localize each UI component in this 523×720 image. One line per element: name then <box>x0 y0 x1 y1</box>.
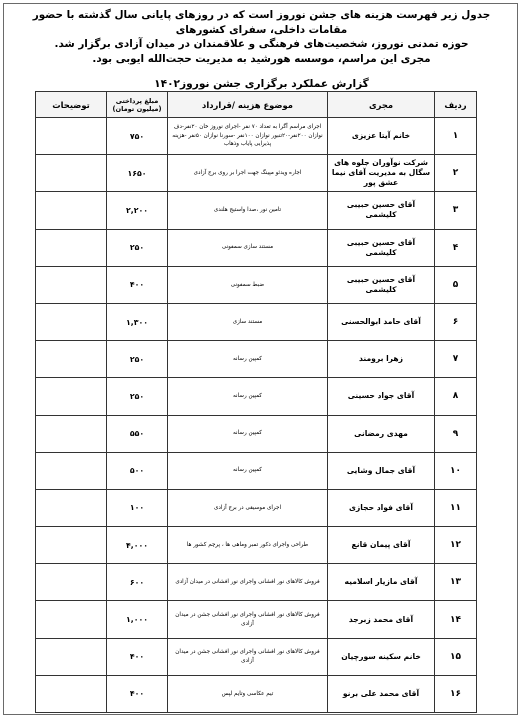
row-number: ۴ <box>435 229 477 266</box>
subject-cell: کمپین رسانه <box>168 341 328 378</box>
row-number: ۲ <box>435 155 477 192</box>
subject-cell: کمپین رسانه <box>168 415 328 452</box>
row-number: ۶ <box>435 303 477 340</box>
amount-cell: ۴۰۰ <box>107 266 168 303</box>
notes-cell <box>36 564 107 601</box>
notes-cell <box>36 638 107 675</box>
executor-cell: خانم آیتا عزیزی <box>328 118 435 155</box>
executor-cell: آقای جمال وشایی <box>328 452 435 489</box>
table-row <box>36 118 477 155</box>
amount-cell: ۱۶۵۰ <box>107 155 168 192</box>
table-row <box>36 527 477 564</box>
intro-paragraph <box>14 8 509 66</box>
table-row <box>36 341 477 378</box>
executor-cell: آقای مازیار اسلامیه <box>328 564 435 601</box>
table-row <box>36 266 477 303</box>
subject-cell: کمپین رسانه <box>168 452 328 489</box>
amount-cell: ۱,۰۰۰ <box>107 601 168 638</box>
subject-cell: کمپین رسانه <box>168 378 328 415</box>
row-number: ۹ <box>435 415 477 452</box>
executor-cell: آقای حسین حبیبی کلیشمی <box>328 229 435 266</box>
executor-cell: خانم سکینه سورچیان <box>328 638 435 675</box>
subject-cell: فروش کالاهای نور افشانی واجرای نور افشانی جشن در میدان آزادی <box>168 638 328 675</box>
executor-cell: آقای محمد علی برنو <box>328 675 435 712</box>
executor-cell: آقای حسین حبیبی کلیشمی <box>328 192 435 229</box>
intro-line: جدول زیر فهرست هزینه های جشن نوروز است که در روزهای پایانی سال گذشته با حضور مقامات داخلی، سفرای کشورهای <box>32 9 491 36</box>
row-number: ۱ <box>435 118 477 155</box>
header-notes: توضیحات <box>36 92 107 118</box>
notes-cell <box>36 527 107 564</box>
subject-cell: تیم عکاسی وتایم لپس <box>168 675 328 712</box>
table-row <box>36 675 477 712</box>
table-row <box>36 452 477 489</box>
executor-cell: شرکت نوآوران جلوه های سگال به مدیریت آقای نیما عشق پور <box>328 155 435 192</box>
expense-table <box>35 91 477 713</box>
subject-cell: مستند سازی سمفونی <box>168 229 328 266</box>
row-number: ۱۵ <box>435 638 477 675</box>
subject-cell: اجرای مراسم آگرا به تعداد ۷۰ نفر -اجرای نوروز خان ۲۰نفر-دف نوازان ۲۰۰نفر-۲۰تنبور نوازان ۱۰۰نفر -سورنا نوازان ۵۰نفر -هزینه پذیرایی پایاب وذهاب <box>168 118 328 155</box>
subject-cell: تامین نور ،صدا واستیج هلندی <box>168 192 328 229</box>
notes-cell <box>36 303 107 340</box>
table-row <box>36 192 477 229</box>
notes-cell <box>36 155 107 192</box>
row-number: ۱۴ <box>435 601 477 638</box>
row-number: ۳ <box>435 192 477 229</box>
executor-cell: آقای فواد حجازی <box>328 489 435 526</box>
amount-cell: ۲,۲۰۰ <box>107 192 168 229</box>
header-amount: مبلغ پرداختی (میلیون تومان) <box>107 92 168 118</box>
executor-cell: آقای جواد حسینی <box>328 378 435 415</box>
subject-cell: فروش کالاهای نور افشانی واجرای نور افشانی در میدان آزادی <box>168 564 328 601</box>
header-row-number: ردیف <box>435 92 477 118</box>
subject-cell: اجاره ویدئو مپینگ جهت اجرا بر روی برج آزادی <box>168 155 328 192</box>
amount-cell: ۱,۳۰۰ <box>107 303 168 340</box>
subject-cell: فروش کالاهای نور افشانی واجرای نور افشانی جشن در میدان آزادی <box>168 601 328 638</box>
row-number: ۱۰ <box>435 452 477 489</box>
amount-cell: ۴,۰۰۰ <box>107 527 168 564</box>
amount-cell: ۷۵۰ <box>107 118 168 155</box>
table-row <box>36 638 477 675</box>
table-row <box>36 489 477 526</box>
table-row <box>36 155 477 192</box>
intro-line: مجری این مراسم، موسسه هورشید به مدیریت حجت‌الله ایوبی بود. <box>92 52 431 65</box>
subject-cell: طراحی واجرای دکور تمبر وماهی ها ، پرچم کشور ها <box>168 527 328 564</box>
subject-cell: ضبط سمفونی <box>168 266 328 303</box>
notes-cell <box>36 601 107 638</box>
notes-cell <box>36 192 107 229</box>
amount-cell: ۲۵۰ <box>107 378 168 415</box>
notes-cell <box>36 675 107 712</box>
row-number: ۱۱ <box>435 489 477 526</box>
amount-cell: ۶۰۰ <box>107 564 168 601</box>
amount-cell: ۴۰۰ <box>107 675 168 712</box>
table-row <box>36 229 477 266</box>
executor-cell: مهدی رمضانی <box>328 415 435 452</box>
notes-cell <box>36 415 107 452</box>
header-subject: موضوع هزینه /قرارداد <box>168 92 328 118</box>
row-number: ۷ <box>435 341 477 378</box>
row-number: ۵ <box>435 266 477 303</box>
amount-cell: ۵۰۰ <box>107 452 168 489</box>
amount-cell: ۱۰۰ <box>107 489 168 526</box>
amount-cell: ۵۵۰ <box>107 415 168 452</box>
table-header-row <box>36 92 477 118</box>
notes-cell <box>36 229 107 266</box>
report-title: گزارش عملکرد برگزاری جشن نوروز۱۴۰۲ <box>154 78 369 90</box>
amount-cell: ۴۰۰ <box>107 638 168 675</box>
row-number: ۱۳ <box>435 564 477 601</box>
header-executor: مجری <box>328 92 435 118</box>
executor-cell: آقای حامد ابوالحسنی <box>328 303 435 340</box>
intro-line: حوزه تمدنی نوروز، شخصیت‌های فرهنگی و علاقمندان در میدان آزادی برگزار شد. <box>54 38 469 51</box>
executor-cell: آقای حسین حبیبی کلیشمی <box>328 266 435 303</box>
subject-cell: مستند سازی <box>168 303 328 340</box>
table-row <box>36 303 477 340</box>
table-row <box>36 415 477 452</box>
amount-cell: ۲۵۰ <box>107 229 168 266</box>
executor-cell: آقای پیمان قانع <box>328 527 435 564</box>
notes-cell <box>36 489 107 526</box>
notes-cell <box>36 378 107 415</box>
table-row <box>36 601 477 638</box>
table-row <box>36 378 477 415</box>
executor-cell: آقای محمد زبرجد <box>328 601 435 638</box>
row-number: ۱۶ <box>435 675 477 712</box>
notes-cell <box>36 341 107 378</box>
executor-cell: زهرا برومند <box>328 341 435 378</box>
notes-cell <box>36 118 107 155</box>
subject-cell: اجرای موسیقی در برج آزادی <box>168 489 328 526</box>
notes-cell <box>36 266 107 303</box>
row-number: ۱۲ <box>435 527 477 564</box>
table-row <box>36 564 477 601</box>
amount-cell: ۲۵۰ <box>107 341 168 378</box>
row-number: ۸ <box>435 378 477 415</box>
notes-cell <box>36 452 107 489</box>
